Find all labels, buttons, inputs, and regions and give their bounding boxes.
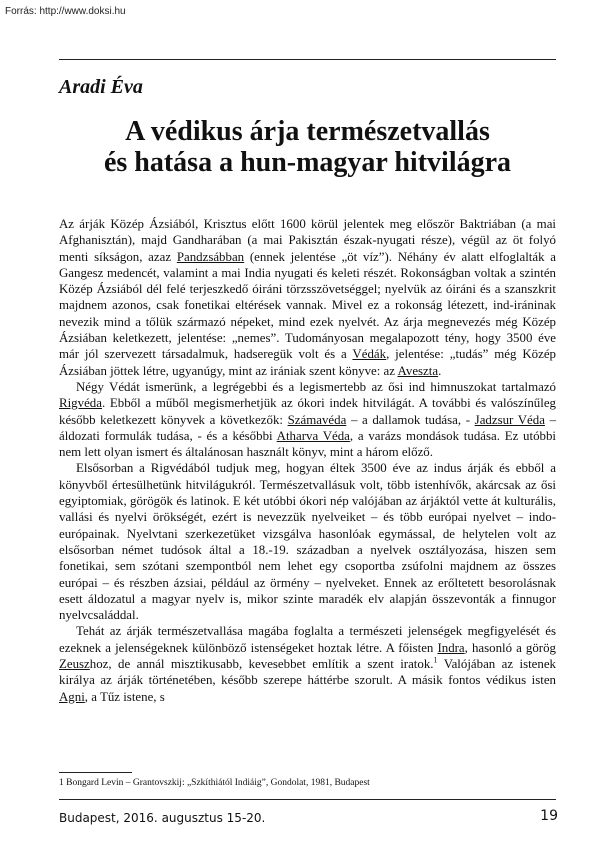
term-aveszta: Aveszta bbox=[397, 363, 439, 378]
title-line-2: és hatása a hun-magyar hitvilágra bbox=[103, 147, 512, 178]
title-line-1: A védikus árja természetvallás bbox=[125, 116, 490, 147]
term-szamaveda: Számavéda bbox=[287, 412, 347, 427]
footnote-divider bbox=[59, 772, 132, 773]
paragraph-text: Elsősorban a Rigvédából tudjuk meg, hogyan éltek 3500 éve az indus árják és ebből a könyvből értesülhetünk hitvilágukról. Természetvallásuk volt, több istenhívők, akárcsak az ősi egyiptomiak, görögök és latinok. E két utóbbi ókori nép valójában az árjáktól vette át kulturális, vallási és nyelvi örökségét, ezért is nevezzük nyelveiket – és több európai nyelvet – indo-európainak. Nyelvtani szerkezetüket vizsgálva hasonlóak egymással, de helytelen volt az elsősorban német tudósok által a 18.-19. században a nyelvek osztályozása, hiszen sem fonetikai, sem szótani szempontból nem lehet egy csoportba zsúfolni majdnem az összes európai – és részben ázsiai, például az örmény – nyelveket. Ennek az erőltetett besorolásnak esett áldozatul a magyar nyelv is, mikor szinte maradék elv alapján összevonták a finnugor nyelvcsaláddal. bbox=[59, 461, 556, 623]
term-pandzsab: Pandzsábban bbox=[176, 249, 245, 264]
bottom-divider bbox=[59, 799, 556, 800]
paragraph-text: Tehát az árják természetvallása magába foglalta a természeti jelenségek megfigyelését és ezeknek a jelenségeknek különböző istenségeket hoztak létre. A főisten bbox=[59, 624, 556, 655]
paragraph-text: hoz, de annál misztikusabb, kevesebbet említik a szent iratok. bbox=[89, 657, 434, 672]
term-rigveda: Rigvéda bbox=[59, 396, 102, 411]
footnote: 1 Bongard Levin – Grantovszkij: „Szkíthiától Indiáig”, Gondolat, 1981, Budapest bbox=[59, 778, 370, 788]
term-indra: Indra bbox=[437, 640, 465, 655]
paragraph-text: , hasonló a görög bbox=[464, 640, 556, 655]
source-url: Forrás: http://www.doksi.hu bbox=[5, 6, 126, 17]
paragraph-text: Az árják Közép Ázsiából, Krisztus előtt 1600 körül jelentek meg először Baktriában (a mai Afghanisztán), majd Gandharában (a mai Pakisztán észak-nyugati része), végül az öt folyó menti síkságon, azaz bbox=[59, 217, 556, 264]
paragraph-text: , a varázs mondások tudása. Ez utóbbi nem lett olyan ismert és általánosan használt könyv, mint a három előző. bbox=[59, 428, 556, 460]
paragraph-3 bbox=[59, 460, 556, 623]
paragraph-text: Négy Védát ismerünk, a legrégebbi és a legismertebb az ősi ind himnuszokat tartalmazó bbox=[76, 379, 556, 394]
footnote-marker: 1 bbox=[433, 655, 438, 665]
author-name: Aradi Éva bbox=[59, 76, 143, 98]
article-title bbox=[40, 116, 575, 178]
footer-event: Budapest, 2016. augusztus 15-20. bbox=[59, 811, 266, 825]
term-vedak: Védák bbox=[352, 347, 387, 362]
paragraph-text: . bbox=[438, 363, 442, 378]
paragraph-4 bbox=[59, 623, 556, 704]
paragraph-1 bbox=[59, 216, 556, 379]
paragraph-text: , jelentése: „tudás” még Közép Ázsiában jöttek létre, ugyanúgy, mint az irániak szent könyve: az bbox=[59, 347, 556, 378]
paragraph-text: – áldozati formulák tudása, - és a későbbi bbox=[59, 412, 557, 443]
paragraph-text: – a dallamok tudása, - bbox=[346, 412, 475, 427]
paragraph-text: Valójában az istenek királya az árják történetében, később szerepe háttérbe szorult. A másik fontos védikus isten bbox=[59, 657, 557, 688]
page-number: 19 bbox=[540, 808, 558, 824]
article-body bbox=[59, 216, 556, 705]
term-agni: Agni bbox=[59, 689, 85, 704]
top-divider bbox=[59, 59, 556, 60]
paragraph-text: (ennek jelentése „öt víz”). Néhány év alatt elfoglalták a Gangesz medencét, valamint a mai India nyugati és keleti részét. Rokonságban voltak a szintén Közép Ázsiából dél felé terjeszkedő óiráni törzsszövetséggel; nyelvük az óiráni és a szanszkrit majdnem azonos, csak fonetikai eltérések vannak. Mivel ez a rokonság létezett, ind-iráninak nevezik mind a tőlük származó népeket, mind ezek nyelvét. Az árja megnevezés még Közép Ázsiában keletkezett, jelentése: „nemes”. Tudományosan megalapozott tény, hogy 3500 éve már jól szervezett társadalmuk, hadseregük volt és a bbox=[59, 249, 556, 362]
term-zeusz: Zeusz bbox=[59, 657, 90, 672]
paragraph-2 bbox=[59, 379, 556, 460]
term-jadzsur-veda: Jadzsur Véda bbox=[474, 412, 545, 427]
term-atharva-veda: Atharva Véda bbox=[276, 428, 350, 443]
paragraph-text: . Ebből a műből megismerhetjük az ókori indek hitvilágát. A további és valószínűleg később keletkezett könyvek a következők: bbox=[59, 396, 556, 427]
paragraph-text: , a Tűz istene, s bbox=[84, 689, 165, 704]
